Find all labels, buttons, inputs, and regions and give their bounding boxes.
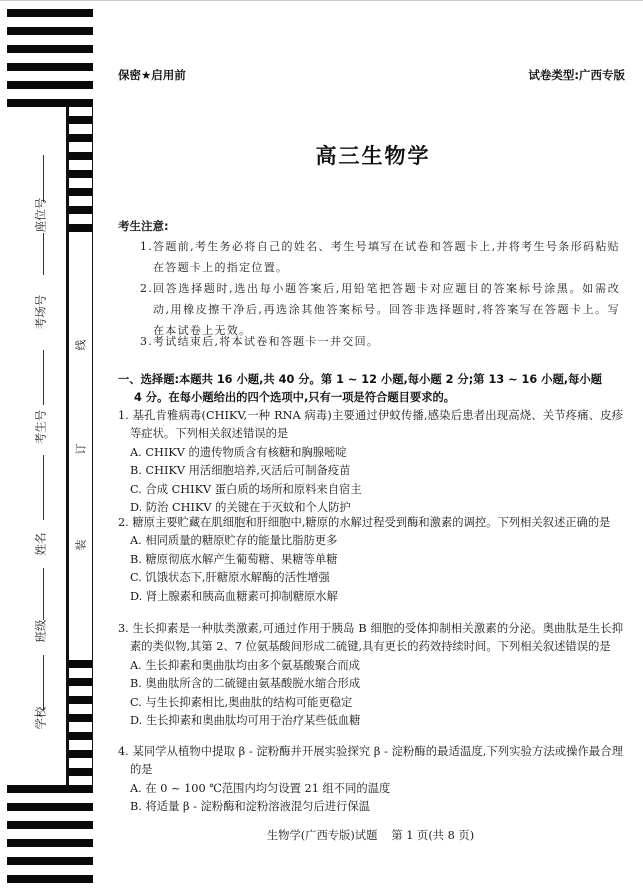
binding-mark-line: 线 <box>74 339 88 351</box>
notice-item-number: 2. <box>140 282 154 295</box>
option-d: D. 防治 CHIKV 的关键在于灭蚊和个人防护 <box>130 501 351 515</box>
question-3 <box>118 620 623 730</box>
binding-stripe <box>7 45 93 53</box>
binding-line <box>66 107 69 785</box>
page-footer <box>118 827 623 843</box>
field-line <box>43 233 44 275</box>
binding-stripe <box>68 188 93 196</box>
binding-stripe <box>7 857 93 865</box>
footer-subject: 生物学(广西专版)试题 <box>266 829 378 842</box>
binding-stripe <box>7 99 93 107</box>
binding-stripe <box>7 63 93 71</box>
question-stem: 2. 糖原主要贮藏在肌细胞和肝细胞中,糖原的水解过程受到酶和激素的调控。下列相关叙述正确的是 <box>118 516 611 529</box>
page-top-border <box>0 0 643 1</box>
option-c: C. 饥饿状态下,肝糖原水解酶的活性增强 <box>130 571 330 585</box>
notice-item-text: 回答选择题时,选出每小题答案后,用铅笔把答题卡对应题目的答案标号涂黑。如需改动,用橡皮擦干净后,再选涂其他答案标号。回答非选择题时,将答案写在答题卡上。写在本试卷上无效。 <box>153 282 620 337</box>
notice-item-text: 考试结束后,将本试卷和答题卡一并交回。 <box>153 335 380 348</box>
option-d: D. 肾上腺素和胰高血糖素可抑制糖原水解 <box>130 589 338 603</box>
binding-stripe <box>68 152 93 160</box>
binding-stripe <box>7 821 93 829</box>
field-line <box>43 655 44 710</box>
page-title: 高三生物学 <box>315 144 431 168</box>
binding-stripe <box>68 714 93 722</box>
binding-stripe <box>68 678 93 686</box>
question-4 <box>118 743 623 817</box>
binding-stripe <box>68 134 93 142</box>
footer-page-number: 第 1 页(共 8 页) <box>391 829 475 842</box>
field-label-name: 姓名 <box>33 532 48 556</box>
option-b: B. 将适量 β - 淀粉酶和淀粉溶液混匀后进行保温 <box>130 800 370 814</box>
section-heading-line2: 4 分。在每小题给出的四个选项中,只有一项是符合题目要求的。 <box>134 391 456 404</box>
binding-stripe <box>7 27 93 35</box>
binding-stripe <box>68 750 93 758</box>
field-label-seat-number: 座位号 <box>33 197 48 233</box>
option-d: D. 生长抑素和奥曲肽均可用于治疗某些低血糖 <box>130 714 361 728</box>
binding-stripe <box>7 9 93 17</box>
binding-stripe <box>68 768 93 776</box>
option-b: B. 奥曲肽所含的二硫键由氨基酸脱水缩合形成 <box>130 677 361 691</box>
field-label-school: 学校 <box>33 706 48 730</box>
question-stem: 4. 某同学从植物中提取 β - 淀粉酶并开展实验探究 β - 淀粉酶的最适温度,下列实验方法或操作最合理的是 <box>118 745 623 777</box>
binding-stripe <box>7 803 93 811</box>
option-c: C. 与生长抑素相比,奥曲肽的结构可能更稳定 <box>130 695 353 709</box>
field-label-exam-room: 考场号 <box>33 294 48 330</box>
section-heading-line1: 一、选择题:本题共 16 小题,共 40 分。第 1 ~ 12 小题,每小题 2 分;第 13 ~ 16 小题,每小题 <box>118 373 602 386</box>
binding-stripe <box>7 875 93 883</box>
binding-stripe <box>68 170 93 178</box>
notice-item-number: 3. <box>140 335 154 348</box>
notice-heading: 考生注意: <box>118 219 169 233</box>
binding-stripe <box>68 116 93 124</box>
notice-item-number: 1. <box>140 240 154 253</box>
option-a: A. 在 0 ~ 100 ℃范围内均匀设置 21 组不同的温度 <box>130 781 391 795</box>
binding-mark-bind: 装 <box>74 539 88 551</box>
question-stem: 3. 生长抑素是一种肽类激素,可通过作用于胰岛 B 细胞的受体抑制相关激素的分泌。奥曲肽是生长抑素的类似物,其第 2、7 位氨基酸间形成二硫键,具有更长的药效持续时间。下列相关叙述错误的是 <box>118 622 623 654</box>
binding-stripe <box>7 785 93 793</box>
option-c: C. 合成 CHIKV 蛋白质的场所和原料来自宿主 <box>130 482 362 496</box>
section-heading <box>118 371 623 407</box>
notice-item-text: 答题前,考生务必将自己的姓名、考生号填写在试卷和答题卡上,并将考生号条形码粘贴在答题卡上的指定位置。 <box>153 240 620 274</box>
option-b: B. 糖原彻底水解产生葡萄糖、果糖等单糖 <box>130 552 338 566</box>
binding-stripe <box>7 839 93 847</box>
field-line <box>43 155 44 202</box>
option-a: A. 生长抑素和奥曲肽均由多个氨基酸聚合而成 <box>130 658 360 672</box>
binding-stripe <box>68 660 93 668</box>
binding-stripe <box>7 81 93 89</box>
field-label-class: 班级 <box>33 619 48 643</box>
field-line <box>43 350 44 405</box>
binding-mark-staple: 订 <box>74 443 88 455</box>
confidential-label: 保密★启用前 <box>118 68 186 82</box>
field-line <box>43 568 44 620</box>
binding-stripe <box>68 206 93 214</box>
field-line <box>43 455 44 520</box>
notice-item <box>140 236 620 278</box>
binding-stripe <box>68 696 93 704</box>
option-a: A. CHIKV 的遗传物质含有核糖和胸腺嘧啶 <box>130 445 347 459</box>
option-a: A. 相同质量的糖原贮存的能量比脂肪更多 <box>130 534 338 548</box>
option-b: B. CHIKV 用活细胞培养,灭活后可制备疫苗 <box>130 464 351 478</box>
binding-stripe <box>68 224 93 232</box>
field-label-candidate-number: 考生号 <box>33 409 48 445</box>
question-2 <box>118 514 623 606</box>
binding-stripe <box>68 732 93 740</box>
question-1 <box>118 407 623 517</box>
binding-line <box>92 107 93 785</box>
notice-item <box>140 331 620 352</box>
paper-type-label: 试卷类型:广西专版 <box>528 68 625 82</box>
question-stem: 1. 基孔肯雅病毒(CHIKV,一种 RNA 病毒)主要通过伊蚊传播,感染后患者出现高烧、关节疼痛、皮疹等症状。下列相关叙述错误的是 <box>118 409 623 441</box>
